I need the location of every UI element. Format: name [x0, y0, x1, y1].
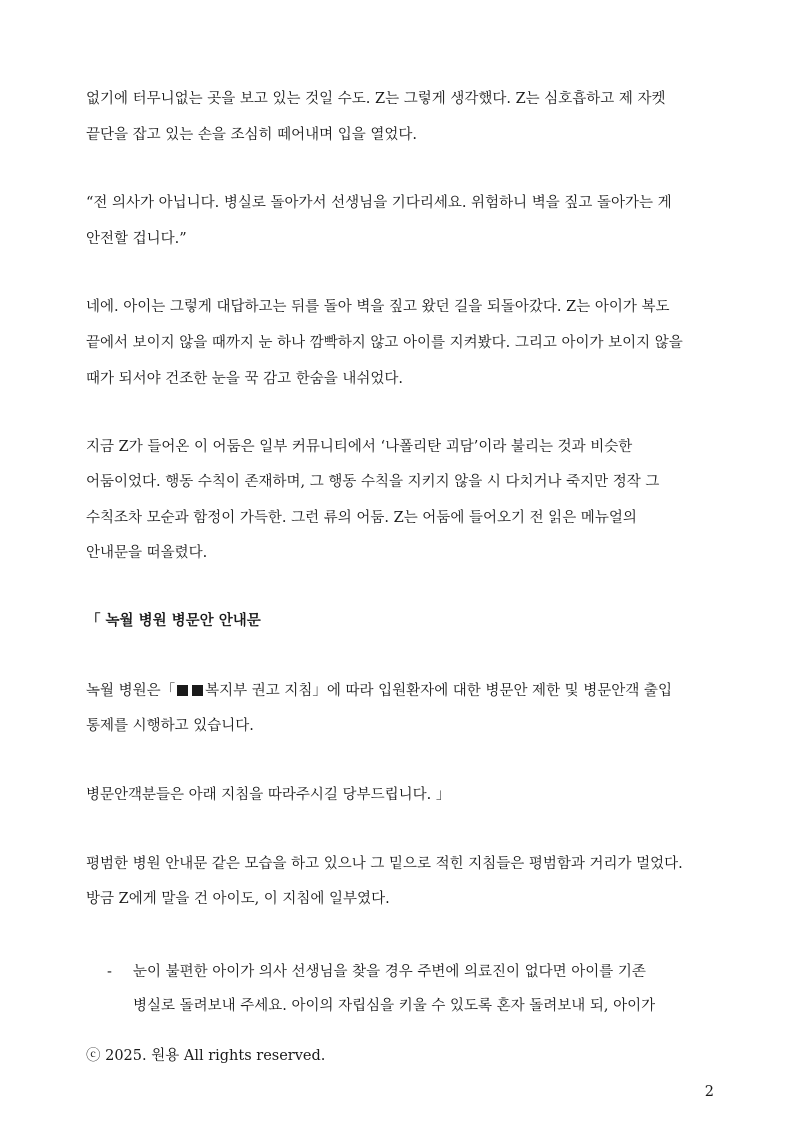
body-text-line: 평범한 병원 안내문 같은 모습을 하고 있으나 그 밑으로 적힌 지침들은 평범함과 거리가 멀었다.: [86, 856, 683, 872]
list-item-line: 병실로 돌려보내 주세요. 아이의 자립심을 키울 수 있도록 혼자 돌려보내 되, 아이가: [133, 998, 656, 1014]
notice-body-suffix: 복지부 권고 지침」에 따라 입원환자에 대한 병문안 제한 및 병문안객 출입: [205, 683, 672, 699]
body-text-line: 네에. 아이는 그렇게 대답하고는 뒤를 돌아 벽을 짚고 왔던 길을 되돌아갔다. Z는 아이가 복도: [86, 299, 670, 315]
body-text-line: 안전할 겁니다.”: [86, 231, 187, 247]
notice-body-prefix: 녹월 병원은「: [86, 683, 176, 699]
notice-body-line: 통제를 시행하고 있습니다.: [86, 718, 254, 734]
notice-body-line: [86, 681, 672, 701]
body-text-line: “전 의사가 아닙니다. 병실로 돌아가서 선생님을 기다리세요. 위험하니 벽을 짚고 돌아가는 게: [86, 195, 672, 211]
body-text-line: 끝에서 보이지 않을 때까지 눈 하나 깜빡하지 않고 아이를 지켜봤다. 그리고 아이가 보이지 않을: [86, 335, 683, 351]
body-text-line: 안내문을 떠올렸다.: [86, 545, 208, 561]
body-text-line: 지금 Z가 들어온 이 어둠은 일부 커뮤니티에서 ‘나폴리탄 괴담’이라 불리는 것과 비슷한: [86, 439, 633, 455]
body-text-line: 끝단을 잡고 있는 손을 조심히 떼어내며 입을 열었다.: [86, 127, 418, 143]
body-text-line: 수칙조차 모순과 함정이 가득한. 그런 류의 어둠. Z는 어둠에 들어오기 전 읽은 메뉴얼의: [86, 510, 637, 526]
page-number: 2: [704, 1084, 714, 1100]
redacted-square-icon: [177, 685, 188, 696]
body-text-line: 어둠이었다. 행동 수칙이 존재하며, 그 행동 수칙을 지키지 않을 시 다치거나 죽지만 정작 그: [86, 474, 660, 490]
body-text-line: 방금 Z에게 말을 건 아이도, 이 지침에 일부였다.: [86, 891, 390, 907]
list-bullet-dash: -: [107, 964, 112, 980]
notice-body-line: 병문안객분들은 아래 지침을 따라주시길 당부드립니다. 」: [86, 787, 451, 803]
list-item-line: 눈이 불편한 아이가 의사 선생님을 찾을 경우 주변에 의료진이 없다면 아이를 기존: [133, 964, 646, 980]
body-text-line: 없기에 터무니없는 곳을 보고 있는 것일 수도. Z는 그렇게 생각했다. Z는 심호흡하고 제 자켓: [86, 91, 666, 107]
copyright-footer: ⓒ 2025. 원용 All rights reserved.: [86, 1048, 326, 1064]
body-text-line: 때가 되서야 건조한 눈을 꾹 감고 한숨을 내쉬었다.: [86, 371, 404, 387]
notice-title: 「 녹월 병원 병문안 안내문: [86, 612, 261, 629]
redacted-square-icon: [192, 685, 203, 696]
